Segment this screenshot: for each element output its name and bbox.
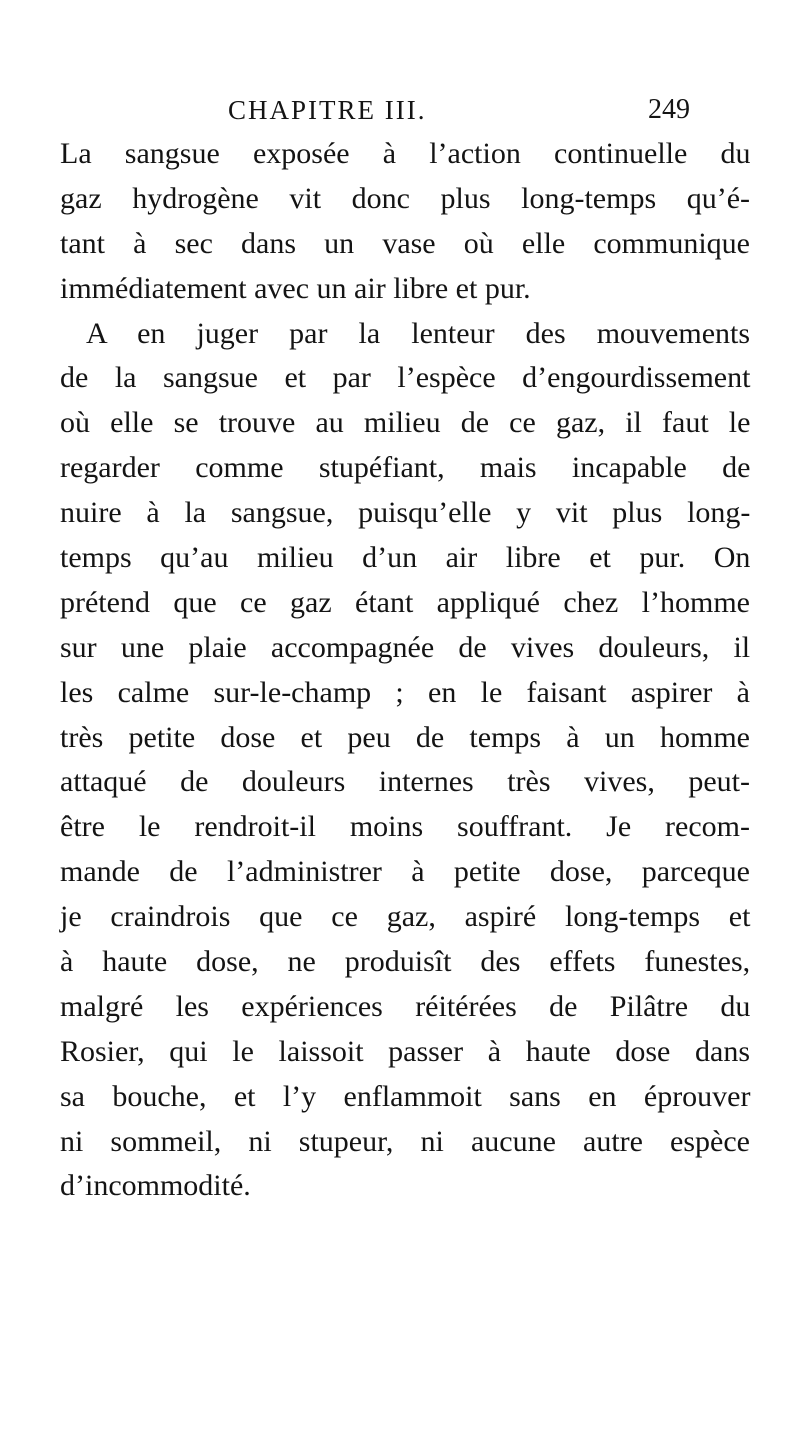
text-line: mande de l’administrer à petite dose, parceque — [60, 855, 750, 889]
text-line: sa bouche, et l’y enflammoit sans en éprouver — [60, 1079, 751, 1113]
chapter-title: CHAPITRE III. — [228, 95, 427, 125]
text-line: immédiatement avec un air libre et pur. — [60, 271, 531, 305]
text-line: A en juger par la lenteur des mouvements — [86, 316, 751, 350]
running-head — [0, 92, 800, 132]
text-line: à haute dose, ne produisît des effets funestes, — [60, 945, 751, 979]
text-line: très petite dose et peu de temps à un homme — [60, 720, 750, 754]
text-line: de la sangsue et par l’espèce d’engourdissement — [60, 361, 751, 395]
text-line: gaz hydrogène vit donc plus long-temps qu’é- — [60, 181, 750, 215]
text-line: prétend que ce gaz étant appliqué chez l’homme — [60, 585, 750, 619]
text-line: attaqué de douleurs internes très vives, peut- — [60, 765, 750, 799]
text-line: tant à sec dans un vase où elle communique — [60, 226, 750, 260]
text-line: d’incommodité. — [60, 1169, 251, 1203]
text-line: où elle se trouve au milieu de ce gaz, il faut le — [60, 406, 751, 440]
text-line: je craindrois que ce gaz, aspiré long-temps et — [60, 900, 751, 934]
text-line: nuire à la sangsue, puisqu’elle y vit plus long- — [60, 496, 751, 530]
page-number: 249 — [648, 94, 690, 125]
text-line: temps qu’au milieu d’un air libre et pur. On — [60, 541, 751, 575]
text-line: regarder comme stupéfiant, mais incapable de — [60, 451, 751, 485]
body-text — [60, 132, 750, 1209]
text-line: malgré les expériences réitérées de Pilâtre du — [60, 989, 751, 1023]
text-line: les calme sur-le-champ ; en le faisant aspirer à — [60, 675, 750, 709]
text-line: être le rendroit-il moins souffrant. Je recom- — [60, 810, 750, 844]
text-line: La sangsue exposée à l’action continuelle du — [60, 137, 751, 170]
text-line: ni sommeil, ni stupeur, ni aucune autre espèce — [60, 1124, 750, 1158]
text-line: sur une plaie accompagnée de vives douleurs, il — [60, 630, 751, 664]
text-line: Rosier, qui le laissoit passer à haute dose dans — [60, 1034, 750, 1068]
